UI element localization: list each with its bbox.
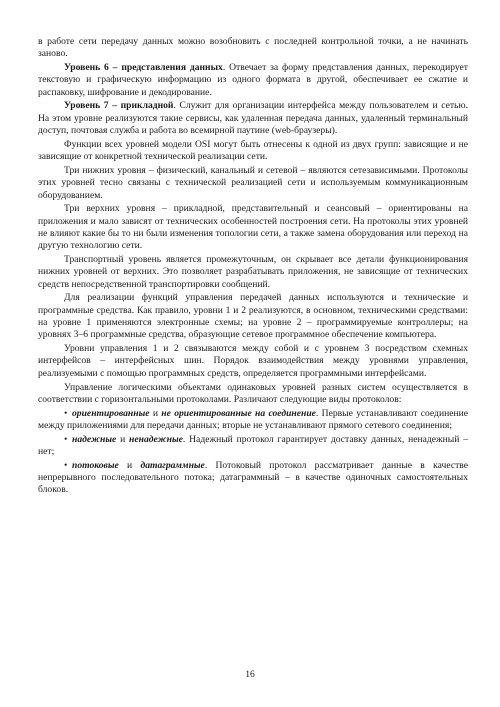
paragraph-text: Уровни управления 1 и 2 связываются между собой и с уровнем 3 посредством схемных интерфейсов – интерфейсных шин. Порядок взаимодействия между уровнями управления, реализуемыми с помощью программных средств, определяется программными интерфейсами. <box>38 343 468 379</box>
paragraph-lower-levels <box>38 165 468 202</box>
paragraph-level-6 <box>38 62 468 99</box>
term: ненадежные <box>129 433 183 445</box>
list-item-text: . Первые устанавливают соединение между приложениями для передачи данных; вторые не устанавливают прямого сетевого соединения; <box>38 407 468 431</box>
paragraph-text: . Служит для организации интерфейса между пользователем и сетью. На этом уровне реализуются такие сервисы, как удаленная передача данных, удаленный терминальный доступ, почтовая служба и работа во всемирной паутине (web-браузеры). <box>38 100 468 137</box>
term: не ориентированные на соединение <box>161 407 316 419</box>
paragraph-interfaces <box>38 343 468 380</box>
list-item-stream <box>38 460 468 497</box>
list-item-text: . Надежный протокол гарантирует доставку данных, ненадежный – нет; <box>38 433 468 457</box>
list-item-text: . Потоковый протокол рассматривает данные в качестве непрерывного последовательного потока; датаграммный – в качестве одиночных самостоятельных блоков. <box>38 459 468 496</box>
paragraph-upper-levels <box>38 203 468 252</box>
term: датаграммные <box>140 459 205 471</box>
term: ориентированные <box>72 407 150 419</box>
term: потоковые <box>72 459 119 471</box>
paragraph-text: Три нижних уровня – физический, канальный и сетевой – являются сетезависимыми. Протоколы этих уровней тесно связаны с технической реализацией сети и используемым коммуникационным оборудованием. <box>38 164 468 201</box>
term: надежные <box>72 433 117 445</box>
paragraph-transport-level <box>38 254 468 291</box>
conjunction: и <box>116 433 130 445</box>
paragraph-text: Транспортный уровень является промежуточным, он скрывает все детали функционирования нижних уровней от верхних. Это позволяет разрабатывать приложения, не зависящие от технических средств непосредственной транспортировки сообщений. <box>38 254 468 290</box>
list-item-connection <box>38 408 468 433</box>
paragraph-protocols-intro <box>38 382 468 407</box>
page-number: 16 <box>245 669 255 680</box>
paragraph-continuation <box>38 36 468 61</box>
conjunction: и <box>118 459 141 471</box>
paragraph-text: Для реализации функций управления передачей данных используются и технические и программные средства. Как правило, уровни 1 и 2 реализуются, в основном, техническими средствами: на уровне 1 применяются электронные схемы; на уровне 2 – программируемые контроллеры; на уровнях 3–6 программные средства, образующие сетевое программное обеспечение компьютера. <box>38 292 468 341</box>
paragraph-text: . Отвечает за форму представления данных, перекодирует текстовую и графическую информацию из одного формата в другой, обеспечивает ее сжатие и распаковку, шифрование и декодирование. <box>38 62 468 98</box>
page-body <box>38 36 468 498</box>
level-7-title: Уровень 7 – прикладной <box>64 100 174 112</box>
conjunction: и <box>149 407 162 419</box>
paragraph-osi-groups <box>38 139 468 164</box>
paragraph-implementation <box>38 292 468 341</box>
level-6-title: Уровень 6 – представления данных <box>64 62 223 74</box>
paragraph-text: Три верхних уровня – прикладной, представительный и сеансовый – ориентированы на приложения и мало зависят от технических особенностей построения сети. На протоколы этих уровней не влияют какие бы то ни были изменения топологии сети, а также замена оборудования или переход на другую технологию сети. <box>38 203 468 252</box>
paragraph-text: в работе сети передачу данных можно возобновить с последней контрольной точки, а не начинать заново. <box>38 36 468 60</box>
paragraph-level-7 <box>38 100 468 137</box>
paragraph-text: Управление логическими объектами одинаковых уровней разных систем осуществляется в соответствии с горизонтальными протоколами. Различают следующие виды протоколов: <box>38 381 468 405</box>
list-item-reliability <box>38 434 468 459</box>
paragraph-text: Функции всех уровней модели OSI могут быть отнесены к одной из двух групп: зависящие и не зависящие от конкретной технической реализации сети. <box>38 138 468 163</box>
